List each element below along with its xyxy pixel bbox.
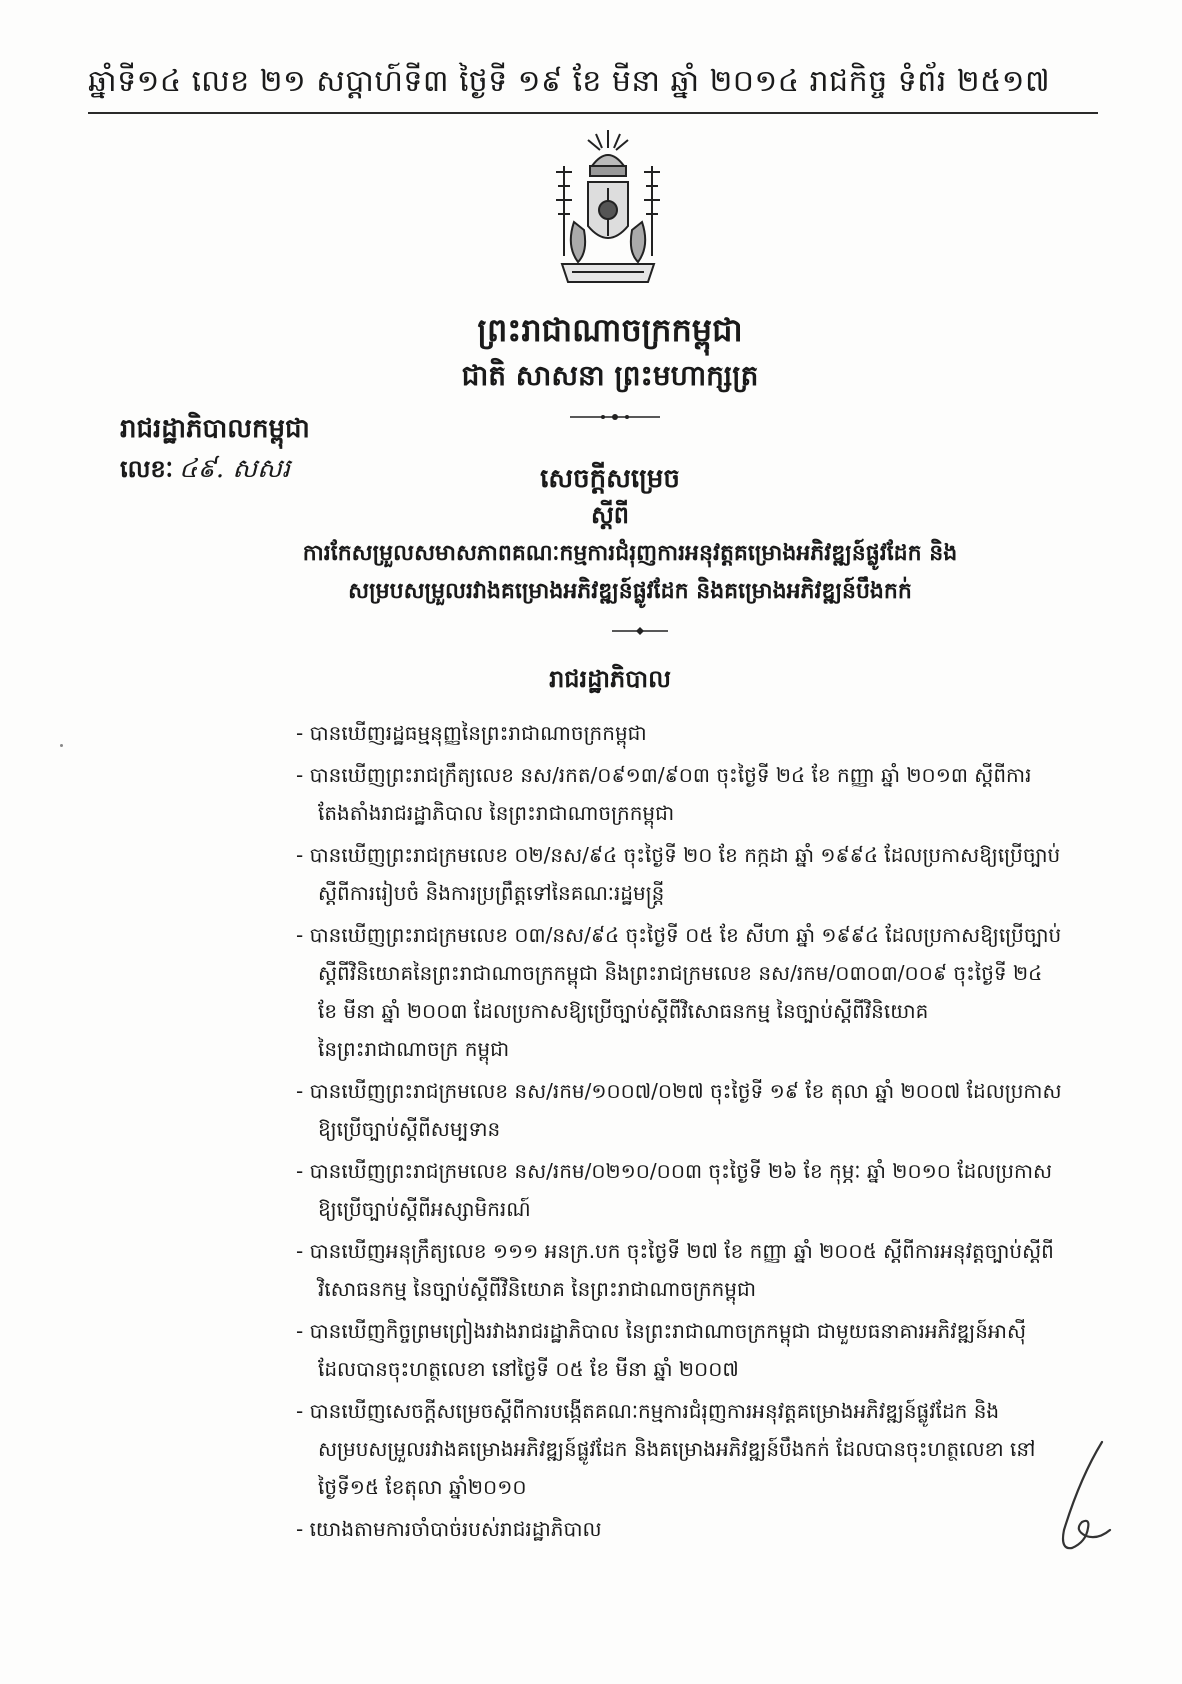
consideration-line: ឱ្យប្រើច្បាប់ស្តីពីអស្សាមិករណ៍: [318, 1197, 531, 1221]
ornament-divider: [570, 410, 660, 424]
consideration-line: - បានឃើញព្រះរាជក្រមលេខ នស/រកម/១០០៧/០២៧ ចុះថ្ងៃទី ១៩ ខែ តុលា ឆ្នាំ ២០០៧ ដែលប្រកាស: [296, 1079, 1062, 1103]
consideration-line: វិសោធនកម្ម នៃច្បាប់ស្តីពីវិនិយោគ នៃព្រះរាជាណាចក្រកម្ពុជា: [318, 1277, 757, 1301]
government-heading: រាជរដ្ឋាភិបាល: [549, 665, 671, 693]
royal-coat-of-arms-icon: [548, 126, 668, 296]
consideration-item: [296, 1152, 1096, 1228]
decision-title: សេចក្តីសម្រេច: [540, 464, 680, 494]
consideration-line: ឱ្យប្រើច្បាប់ស្តីពីសម្បទាន: [318, 1117, 501, 1141]
consideration-item: [296, 836, 1096, 912]
consideration-line: - បានឃើញកិច្ចព្រមព្រៀងរវាងរាជរដ្ឋាភិបាល នៃព្រះរាជាណាចក្រកម្ពុជា ជាមួយធនាគារអភិវឌ្ឍន៍អាស៊ី: [296, 1319, 1026, 1343]
consideration-line: ខែ មីនា ឆ្នាំ ២០០៣ ដែលប្រកាសឱ្យប្រើច្បាប់ស្តីពីវិសោធនកម្ម នៃច្បាប់ស្តីពីវិនិយោគ: [318, 999, 929, 1023]
handwritten-initials-icon: [1040, 1438, 1120, 1558]
consideration-item: [296, 916, 1096, 1068]
consideration-line: ដែលបានចុះហត្ថលេខា នៅថ្ងៃទី ០៥ ខែ មីនា ឆ្នាំ ២០០៧: [318, 1357, 739, 1381]
header-divider: [88, 112, 1098, 114]
subject-line-2: សម្របសម្រួលរវាងគម្រោងអភិវឌ្ឍន៍ផ្លូវដែក និងគម្រោងអភិវឌ្ឍន៍បឹងកក់: [348, 579, 912, 604]
consideration-line: - បានឃើញអនុក្រឹត្យលេខ ១១១ អនក្រ.បក ចុះថ្ងៃទី ២៧ ខែ កញ្ញា ឆ្នាំ ២០០៥ ស្តីពីការអនុវត្តច្បាប់ស្តីពី: [296, 1239, 1054, 1263]
consideration-item: [296, 714, 1096, 752]
considerations-list: [296, 714, 1096, 1552]
consideration-item: [296, 1510, 1096, 1548]
consideration-item: [296, 1312, 1096, 1388]
consideration-line: - បានឃើញព្រះរាជក្រមលេខ ០៣/នស/៩៤ ចុះថ្ងៃទី ០៥ ខែ សីហា ឆ្នាំ ១៩៩៤ ដែលប្រកាសឱ្យប្រើច្បាប់: [296, 923, 1062, 947]
consideration-line: សម្របសម្រួលរវាងគម្រោងអភិវឌ្ឍន៍ផ្លូវដែក និងគម្រោងអភិវឌ្ឍន៍បឹងកក់ ដែលបានចុះហត្ថលេខា នៅ: [318, 1437, 1036, 1461]
consideration-line: - បានឃើញព្រះរាជក្រឹត្យលេខ នស/រកត/០៩១៣/៩០៣ ចុះថ្ងៃទី ២៤ ខែ កញ្ញា ឆ្នាំ ២០១៣ ស្តីពីការ: [296, 763, 1032, 787]
consideration-line: - យោងតាមការចាំបាច់របស់រាជរដ្ឋាភិបាល: [296, 1517, 602, 1541]
consideration-item: [296, 756, 1096, 832]
subject-line-1: ការកែសម្រួលសមាសភាពគណៈកម្មការជំរុញការអនុវត្តគម្រោងអភិវឌ្ឍន៍ផ្លូវដែក និង: [302, 541, 958, 566]
consideration-line: នៃព្រះរាជាណាចក្រ កម្ពុជា: [318, 1037, 510, 1061]
kingdom-name: ព្រះរាជាណាចក្រកម្ពុជា: [477, 311, 743, 349]
small-ornament-divider: [612, 626, 668, 636]
issuing-authority: រាជរដ្ឋាភិបាលកម្ពុជា: [120, 414, 310, 444]
document-number-value: ៤៩. សសរ: [179, 454, 291, 484]
document-number-label: លេខៈ: [120, 455, 174, 483]
consideration-line: ស្តីពីវិនិយោគនៃព្រះរាជាណាចក្រកម្ពុជា និងព្រះរាជក្រមលេខ នស/រកម/០៣០៣/០០៩ ចុះថ្ងៃទី ២៤: [318, 961, 1043, 985]
consideration-item: [296, 1232, 1096, 1308]
consideration-line: តែងតាំងរាជរដ្ឋាភិបាល នៃព្រះរាជាណាចក្រកម្ពុជា: [318, 801, 675, 825]
gazette-header: ឆ្នាំទី១៤ លេខ ២១ សប្តាហ៍ទី៣ ថ្ងៃទី ១៩ ខែ មីនា ឆ្នាំ ២០១៤ រាជកិច្ច ទំព័រ ២៥១៧: [88, 64, 1051, 99]
consideration-item: [296, 1072, 1096, 1148]
scan-speck: [60, 744, 63, 747]
national-motto: ជាតិ សាសនា ព្រះមហាក្សត្រ: [461, 359, 759, 392]
consideration-line: - បានឃើញព្រះរាជក្រមលេខ ០២/នស/៩៤ ចុះថ្ងៃទី ២០ ខែ កក្កដា ឆ្នាំ ១៩៩៤ ដែលប្រកាសឱ្យប្រើច្បាប់: [296, 843, 1061, 867]
consideration-line: ស្តីពីការរៀបចំ និងការប្រព្រឹត្តទៅនៃគណៈរដ្ឋមន្ត្រី: [318, 881, 665, 905]
consideration-line: ថ្ងៃទី១៥ ខែតុលា ឆ្នាំ២០១០: [318, 1475, 527, 1499]
consideration-line: - បានឃើញសេចក្តីសម្រេចស្តីពីការបង្កើតគណៈកម្មការជំរុញការអនុវត្តគម្រោងអភិវឌ្ឍន៍ផ្លូវដែក និង: [296, 1399, 1000, 1423]
consideration-line: - បានឃើញរដ្ឋធម្មនុញ្ញនៃព្រះរាជាណាចក្រកម្ពុជា: [296, 721, 647, 745]
consideration-item: [296, 1392, 1096, 1506]
consideration-line: - បានឃើញព្រះរាជក្រមលេខ នស/រកម/០២១០/០០៣ ចុះថ្ងៃទី ២៦ ខែ កុម្ភៈ ឆ្នាំ ២០១០ ដែលប្រកាស: [296, 1159, 1053, 1183]
about-label: ស្តីពី: [590, 501, 630, 529]
